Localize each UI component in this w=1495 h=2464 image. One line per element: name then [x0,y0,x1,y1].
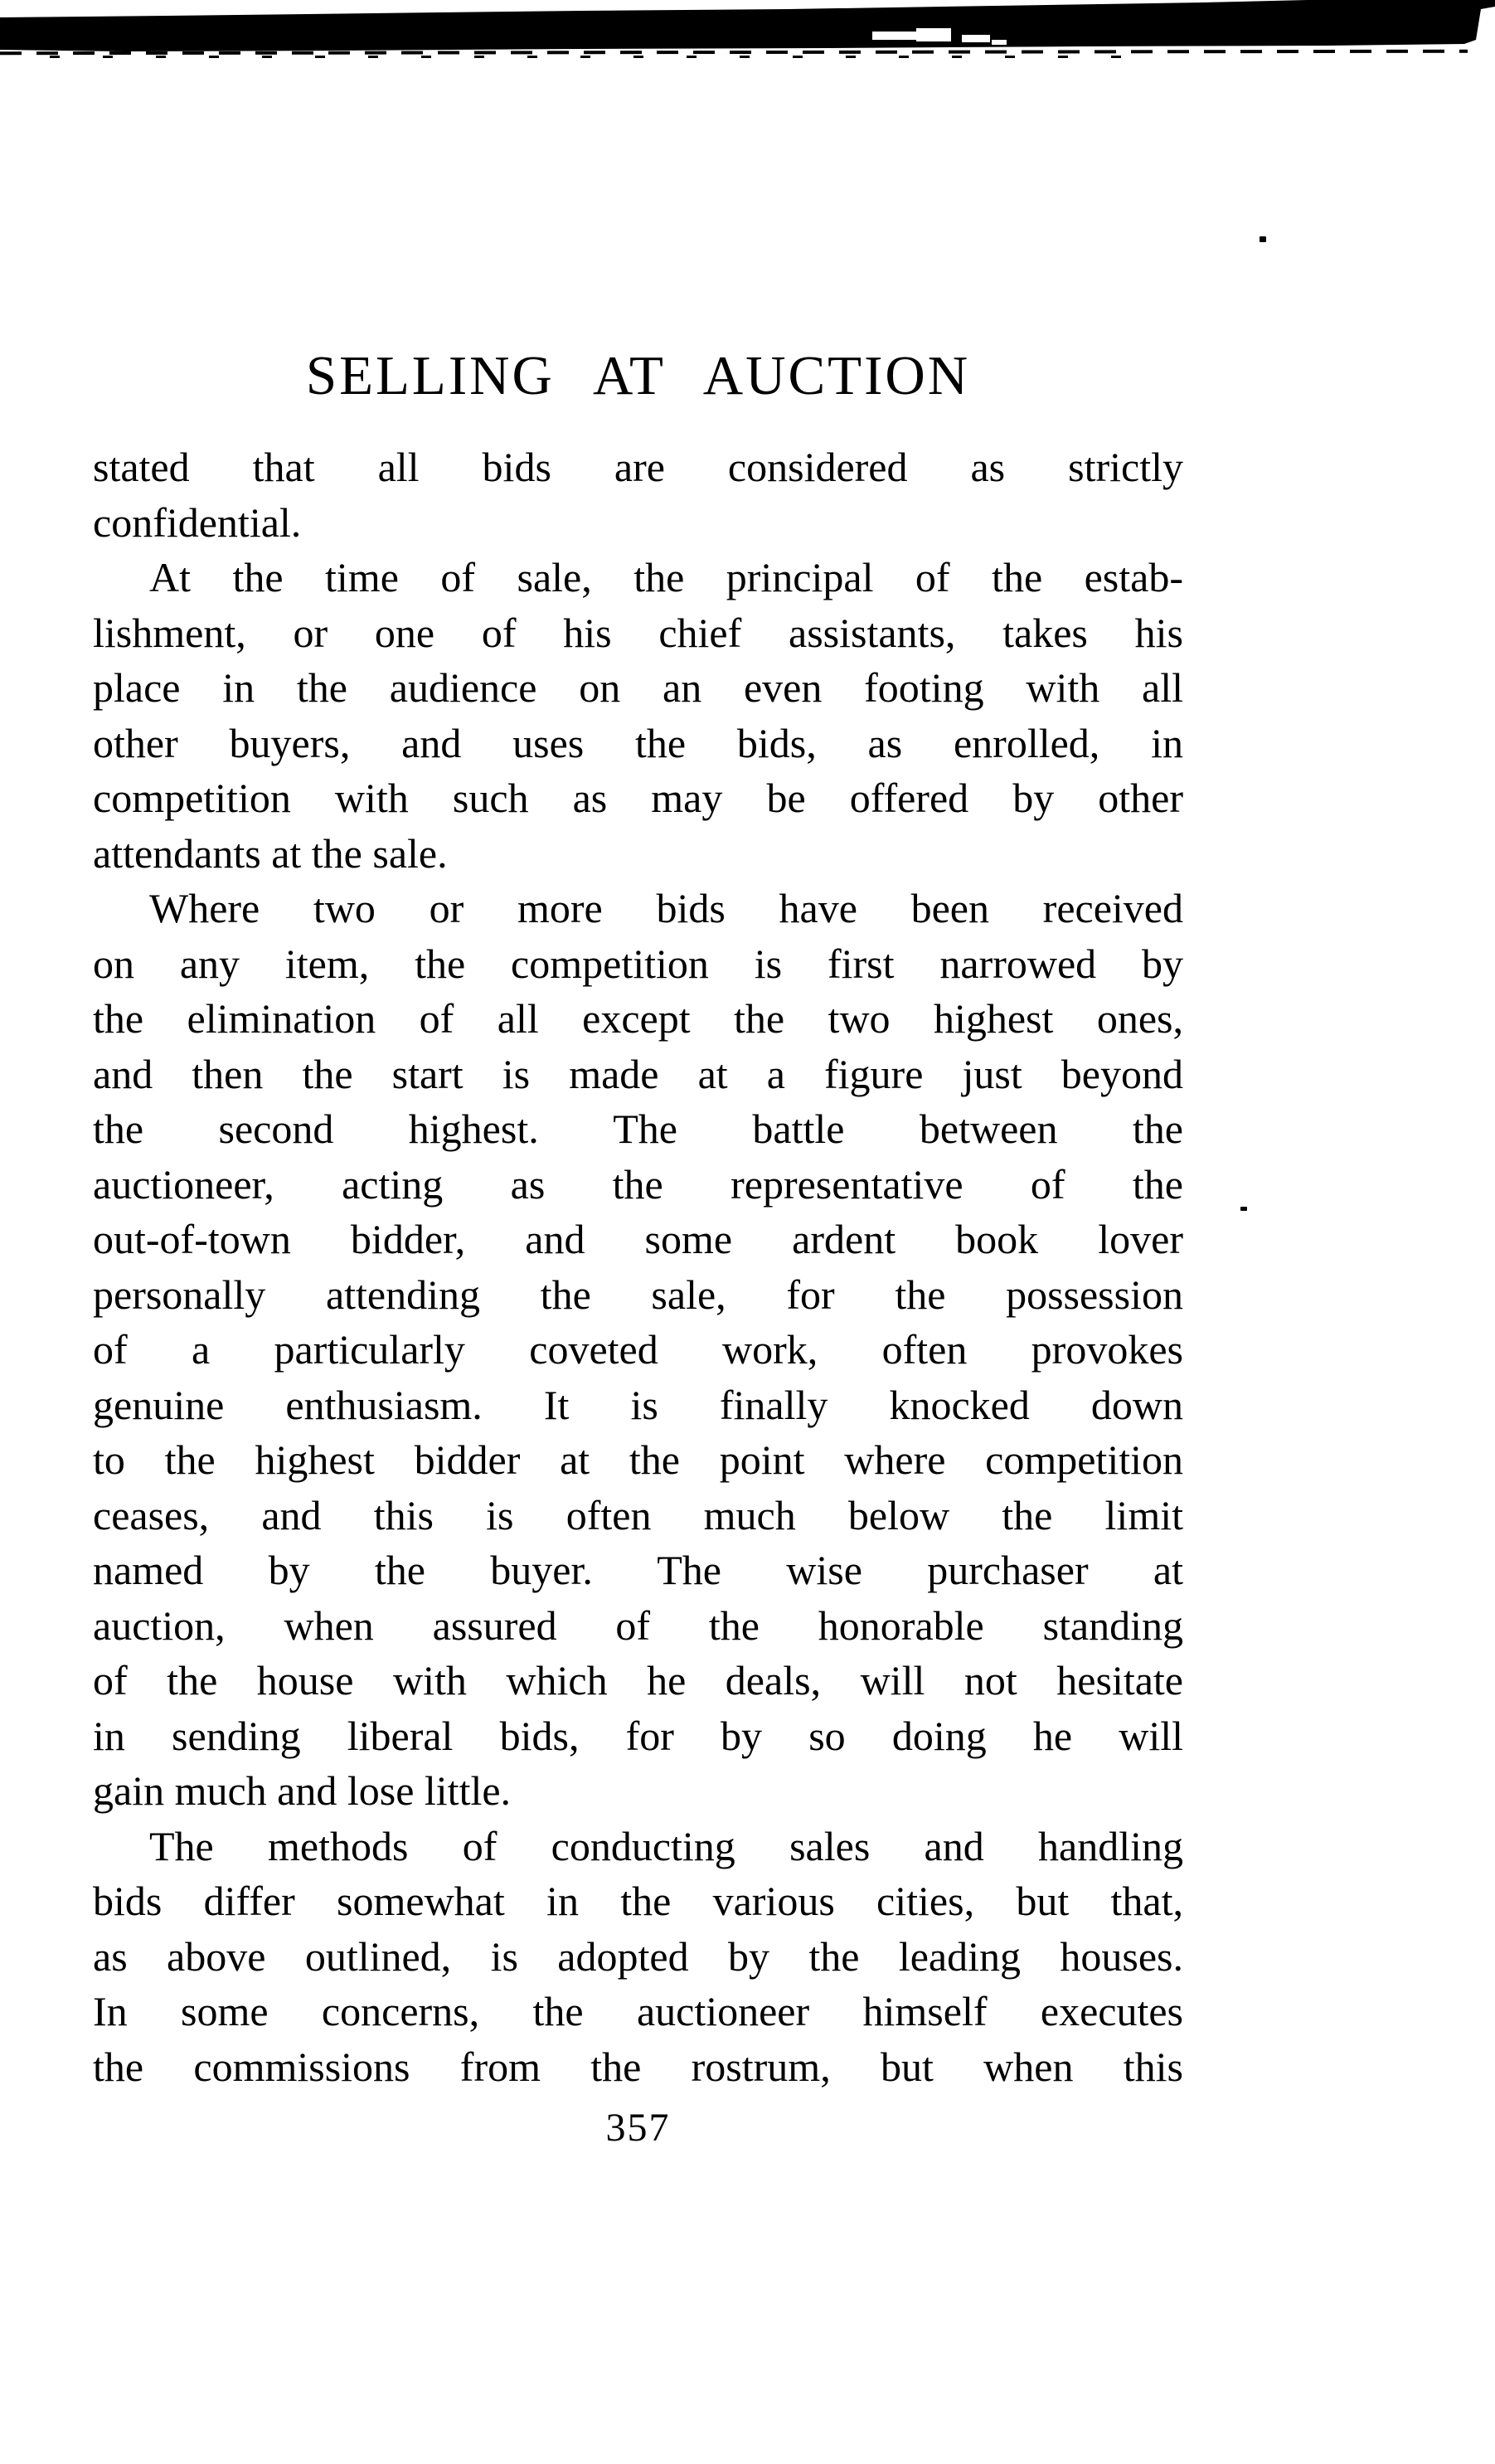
text-line: The methods of conducting sales and handling [149,1822,1183,1869]
text-line: as above outlined, is adopted by the leading houses. [93,1932,1183,1980]
text-line: genuine enthusiasm. It is finally knocked down [93,1381,1183,1428]
text-line: on any item, the competition is first narrowed by [93,940,1183,987]
text-line: to the highest bidder at the point where competition [93,1436,1183,1483]
body-text [93,440,1183,2094]
text-line: bids differ somewhat in the various cities, but that, [93,1878,1183,1924]
text-line: the elimination of all except the two highest ones, [93,995,1183,1042]
text-line: in sending liberal bids, for by so doing he will [93,1712,1183,1759]
text-line: stated that all bids are considered as strictly [93,444,1183,490]
text-line: gain much and lose little. [93,1767,512,1814]
page-content [93,0,1183,2464]
text-line: attendants at the sale. [93,829,448,877]
text-line: At the time of sale, the principal of the estab- [149,554,1183,600]
text-line: auction, when assured of the honorable standing [93,1601,1183,1649]
page-number: 357 [605,2106,671,2150]
scan-speck [1260,236,1266,242]
text-line: ceases, and this is often much below the limit [93,1491,1183,1538]
text-line: named by the buyer. The wise purchaser at [93,1547,1183,1593]
text-line: auctioneer, acting as the representative of the [93,1160,1183,1208]
text-line: other buyers, and uses the bids, as enrolled, in [93,719,1183,766]
text-line: of a particularly coveted work, often provokes [93,1326,1183,1373]
scan-speck [1240,1207,1247,1211]
text-line: place in the audience on an even footing with all [93,664,1183,711]
text-line: In some concerns, the auctioneer himself executes [93,1988,1183,2034]
text-line: lishment, or one of his chief assistants, takes his [93,609,1183,656]
text-line: the commissions from the rostrum, but when this [93,2043,1183,2090]
text-line: confidential. [93,498,302,546]
text-line: Where two or more bids have been received [149,885,1183,931]
text-line: of the house with which he deals, will not hesitate [93,1657,1183,1703]
text-line: personally attending the sale, for the possession [93,1271,1183,1318]
running-head: SELLING AT AUCTION [305,345,971,406]
text-line: out-of-town bidder, and some ardent book lover [93,1216,1183,1262]
text-line: competition with such as may be offered by other [93,775,1183,821]
text-line: the second highest. The battle between the [93,1106,1183,1152]
text-line: and then the start is made at a figure just beyond [93,1050,1183,1097]
